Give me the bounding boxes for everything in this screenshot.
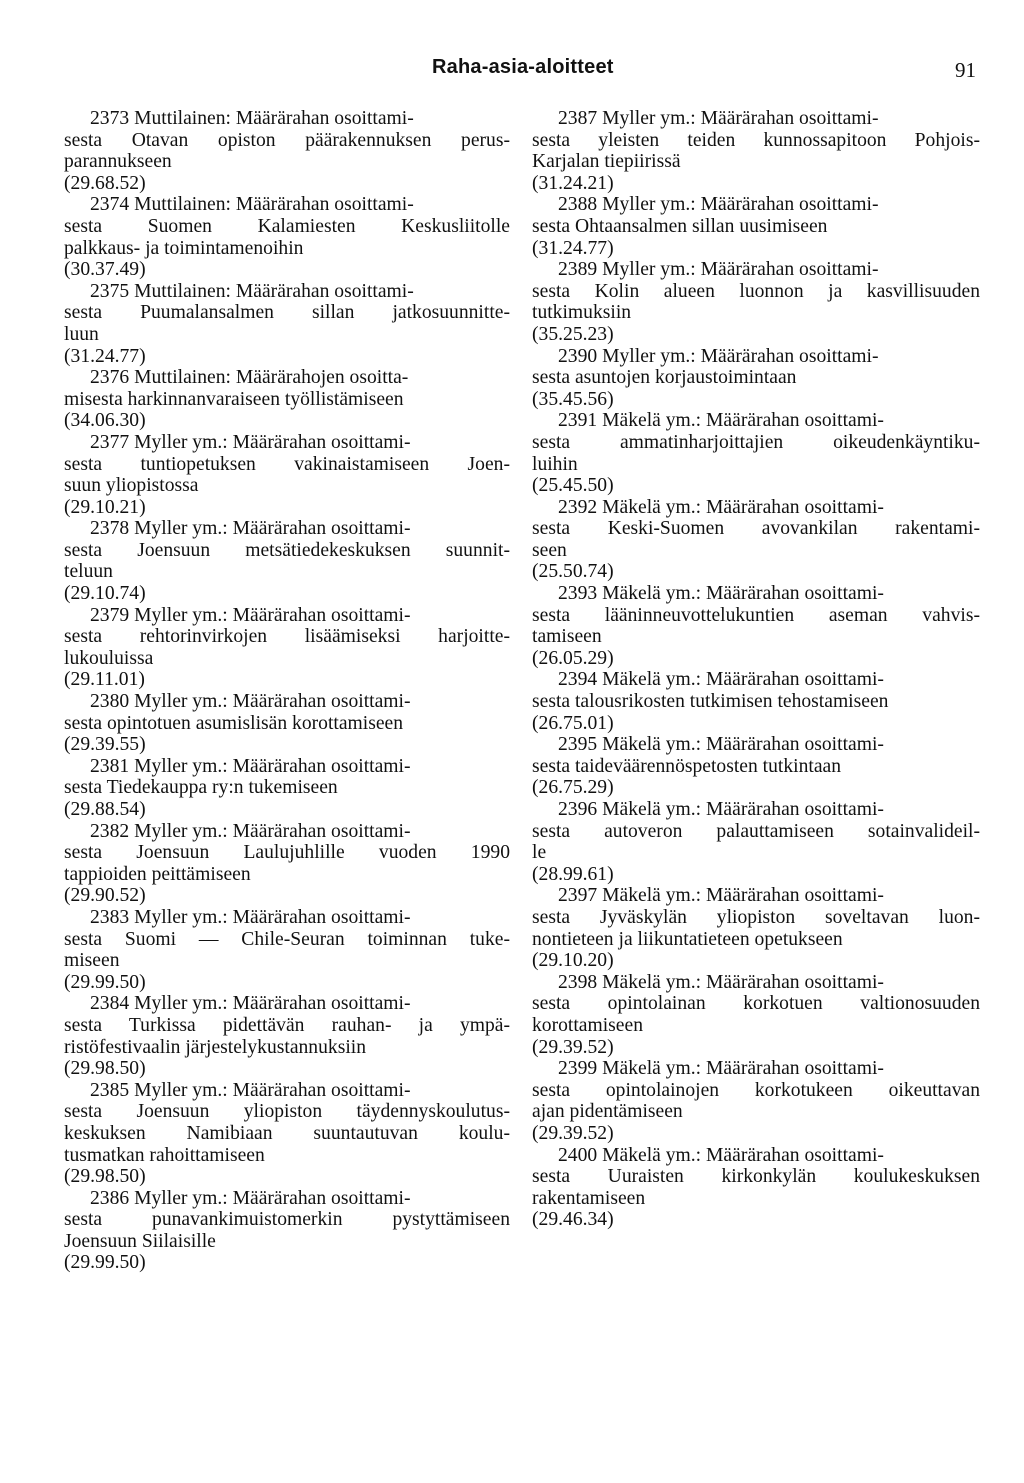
entry-text-line: Karjalan tiepiirissä [532, 151, 681, 173]
entry-text-line: sesta opintolainojen korkotukeen oikeuttavan [532, 1079, 980, 1101]
entry-text-line: sesta Puumalansalmen sillan jatkosuunnitte- [64, 302, 510, 324]
page-header [0, 56, 1024, 86]
entry-text-line: sesta opintotuen asumislisän korottamiseen [64, 712, 404, 734]
entry-text-line: sesta tuntiopetuksen vakinaistamiseen Joen- [64, 453, 510, 475]
entry-item [532, 194, 980, 259]
entry-text-line: seen [532, 539, 567, 561]
right-column [532, 108, 980, 1231]
entry-text-line: sesta Joensuun Laulujuhlille vuoden 1990 [64, 842, 510, 864]
entry-reference: (29.88.54) [64, 799, 146, 820]
entry-heading-line: 2386 Myller ym.: Määrärahan osoittami- [90, 1187, 411, 1209]
entry-text-line: sesta taideväärennöspetosten tutkintaan [532, 755, 842, 777]
entry-reference: (29.99.50) [64, 971, 146, 993]
entry-text-line: teluun [64, 561, 113, 583]
entry-reference: (26.75.29) [532, 777, 614, 799]
entry-heading-line: 2398 Mäkelä ym.: Määrärahan osoittami- [558, 971, 884, 993]
left-column [64, 108, 510, 1274]
entry-reference: (26.75.01) [532, 712, 614, 734]
entry-item [532, 583, 980, 669]
entry-text-line: ajan pidentämiseen [532, 1101, 683, 1123]
entry-text-line: rakentamiseen [532, 1187, 646, 1209]
entry-item [64, 194, 510, 280]
entry-heading-line: 2392 Mäkelä ym.: Määrärahan osoittami- [558, 496, 884, 518]
entry-item [532, 734, 980, 799]
entry-heading-line: 2394 Mäkelä ym.: Määrärahan osoittami- [558, 669, 884, 691]
entry-item [532, 972, 980, 1058]
entry-heading-line: 2377 Myller ym.: Määrärahan osoittami- [90, 431, 411, 453]
entry-text-line: sesta Otavan opiston päärakennuksen perus- [64, 129, 510, 151]
entry-text-line: sesta Joensuun metsätiedekeskuksen suunnit- [64, 539, 510, 561]
entry-heading-line: 2393 Mäkelä ym.: Määrärahan osoittami- [558, 583, 884, 605]
entry-text-line: sesta Uuraisten kirkonkylän koulukeskuksen [532, 1166, 980, 1188]
entry-text-line: keskuksen Namibiaan suuntautuvan koulu- [64, 1122, 510, 1144]
entry-heading-line: 2389 Myller ym.: Määrärahan osoittami- [558, 259, 879, 281]
entry-text-line: sesta ammatinharjoittajien oikeudenkäyntiku- [532, 431, 980, 453]
entry-heading-line: 2390 Myller ym.: Määrärahan osoittami- [558, 345, 879, 367]
entry-reference: (29.98.50) [64, 1058, 146, 1080]
entry-text-line: parannukseen [64, 151, 172, 173]
entry-heading-line: 2391 Mäkelä ym.: Määrärahan osoittami- [558, 410, 884, 432]
entry-item [532, 497, 980, 583]
entry-heading-line: 2400 Mäkelä ym.: Määrärahan osoittami- [558, 1144, 884, 1166]
entry-heading-line: 2395 Mäkelä ym.: Määrärahan osoittami- [558, 734, 884, 756]
entry-heading-line: 2385 Myller ym.: Määrärahan osoittami- [90, 1079, 411, 1101]
entry-item [64, 907, 510, 993]
entry-reference: (29.39.52) [532, 1036, 614, 1058]
entry-text-line: sesta Suomen Kalamiesten Keskusliitolle [64, 215, 510, 237]
entry-heading-line: 2384 Myller ym.: Määrärahan osoittami- [90, 993, 411, 1015]
entry-text-line: ristöfestivaalin järjestelykustannuksiin [64, 1036, 367, 1058]
entry-text-line: misesta harkinnanvaraiseen työllistämiseen [64, 388, 404, 410]
entry-heading-line: 2396 Mäkelä ym.: Määrärahan osoittami- [558, 799, 884, 820]
entry-reference: (31.24.77) [532, 237, 614, 259]
entry-text-line: luihin [532, 453, 578, 475]
entry-text-line: sesta Tiedekauppa ry:n tukemiseen [64, 777, 338, 799]
entry-item [64, 518, 510, 604]
entry-heading-line: 2373 Muttilainen: Määrärahan osoittami- [90, 108, 414, 129]
entry-reference: (31.24.77) [64, 345, 146, 367]
entry-text-line: sesta asuntojen korjaustoimintaan [532, 367, 797, 389]
entry-item [532, 259, 980, 345]
entry-text-line: sesta Keski-Suomen avovankilan rakentami- [532, 518, 980, 540]
entry-text-line: sesta Jyväskylän yliopiston soveltavan luon- [532, 906, 980, 928]
entry-reference: (35.25.23) [532, 323, 614, 345]
entry-text-line: sesta autoveron palauttamiseen sotainvalideil- [532, 820, 980, 842]
entry-text-line: korottamiseen [532, 1014, 643, 1036]
page-title: Raha-asia-aloitteet [432, 56, 614, 78]
entry-reference: (31.24.21) [532, 172, 614, 194]
entry-item [64, 281, 510, 367]
entry-item [64, 1080, 510, 1188]
entry-item [532, 1058, 980, 1144]
entry-item [532, 885, 980, 971]
entry-text-line: sesta lääninneuvottelukuntien aseman vahvis- [532, 604, 980, 626]
entry-text-line: tusmatkan rahoittamiseen [64, 1144, 265, 1166]
entry-text-line: suun yliopistossa [64, 475, 199, 497]
entry-text-line: sesta Kolin alueen luonnon ja kasvillisuuden [532, 280, 980, 302]
entry-reference: (29.98.50) [64, 1166, 146, 1188]
entry-item [64, 756, 510, 821]
entry-text-line: sesta punavankimuistomerkin pystyttämiseen [64, 1209, 510, 1231]
entry-item [532, 799, 980, 885]
entry-heading-line: 2387 Myller ym.: Määrärahan osoittami- [558, 108, 879, 129]
entry-item [64, 1188, 510, 1274]
entry-text-line: Joensuun Siilaisille [64, 1230, 216, 1252]
entry-item [64, 993, 510, 1079]
entry-heading-line: 2375 Muttilainen: Määrärahan osoittami- [90, 280, 414, 302]
entry-reference: (25.45.50) [532, 475, 614, 497]
entry-item [532, 410, 980, 496]
entry-reference: (29.39.52) [532, 1122, 614, 1144]
entry-reference: (29.46.34) [532, 1209, 614, 1231]
entry-reference: (29.10.21) [64, 496, 146, 518]
entry-text-line: sesta Ohtaansalmen sillan uusimiseen [532, 215, 828, 237]
entry-text-line: miseen [64, 950, 120, 972]
entry-reference: (26.05.29) [532, 647, 614, 669]
entry-heading-line: 2378 Myller ym.: Määrärahan osoittami- [90, 518, 411, 540]
entry-heading-line: 2381 Myller ym.: Määrärahan osoittami- [90, 755, 411, 777]
entry-item [64, 605, 510, 691]
entry-text-line: palkkaus- ja toimintamenoihin [64, 237, 304, 259]
entry-text-line: sesta Joensuun yliopiston täydennyskoulutus- [64, 1101, 510, 1123]
entry-reference: (29.11.01) [64, 669, 145, 691]
entry-heading-line: 2374 Muttilainen: Määrärahan osoittami- [90, 194, 414, 216]
entry-text-line: lukouluissa [64, 647, 154, 669]
entry-item [532, 669, 980, 734]
entry-item [532, 108, 980, 194]
entry-item [64, 691, 510, 756]
page-number: 91 [955, 58, 976, 82]
entry-heading-line: 2399 Mäkelä ym.: Määrärahan osoittami- [558, 1058, 884, 1080]
entry-text-line: tappioiden peittämiseen [64, 863, 251, 885]
entry-item [64, 108, 510, 194]
entry-reference: (30.37.49) [64, 259, 146, 281]
entry-reference: (34.06.30) [64, 410, 146, 432]
entry-reference: (35.45.56) [532, 388, 614, 410]
entry-heading-line: 2397 Mäkelä ym.: Määrärahan osoittami- [558, 885, 884, 907]
entry-item [64, 821, 510, 907]
entry-text-line: luun [64, 323, 99, 345]
entry-text-line: sesta Turkissa pidettävän rauhan- ja ympä- [64, 1014, 510, 1036]
entry-reference: (29.39.55) [64, 734, 146, 756]
entry-item [64, 367, 510, 432]
entry-text-line: tamiseen [532, 626, 602, 648]
entry-reference: (29.99.50) [64, 1252, 146, 1274]
entry-text-line: sesta opintolainan korkotuen valtionosuuden [532, 993, 980, 1015]
entry-heading-line: 2376 Muttilainen: Määrärahojen osoitta- [90, 367, 409, 389]
entry-reference: (29.90.52) [64, 885, 146, 907]
entry-item [532, 346, 980, 411]
entry-text-line: le [532, 842, 547, 864]
entry-heading-line: 2388 Myller ym.: Määrärahan osoittami- [558, 194, 879, 216]
entry-item [532, 1145, 980, 1231]
entry-heading-line: 2382 Myller ym.: Määrärahan osoittami- [90, 820, 411, 842]
entry-reference: (25.50.74) [532, 561, 614, 583]
entry-item [64, 432, 510, 518]
entry-heading-line: 2379 Myller ym.: Määrärahan osoittami- [90, 604, 411, 626]
entry-heading-line: 2383 Myller ym.: Määrärahan osoittami- [90, 906, 411, 928]
entry-text-line: nontieteen ja liikuntatieteen opetukseen [532, 928, 843, 950]
entry-reference: (28.99.61) [532, 863, 614, 885]
entry-text-line: tutkimuksiin [532, 302, 632, 324]
entry-text-line: sesta Suomi — Chile-Seuran toiminnan tuke- [64, 928, 510, 950]
entry-text-line: sesta yleisten teiden kunnossapitoon Pohjois- [532, 129, 980, 151]
entry-text-line: sesta talousrikosten tutkimisen tehostamiseen [532, 691, 889, 713]
entry-reference: (29.68.52) [64, 172, 146, 194]
entry-reference: (29.10.20) [532, 950, 614, 972]
entry-reference: (29.10.74) [64, 583, 146, 605]
entry-heading-line: 2380 Myller ym.: Määrärahan osoittami- [90, 691, 411, 713]
entry-text-line: sesta rehtorinvirkojen lisäämiseksi harjoitte- [64, 626, 510, 648]
